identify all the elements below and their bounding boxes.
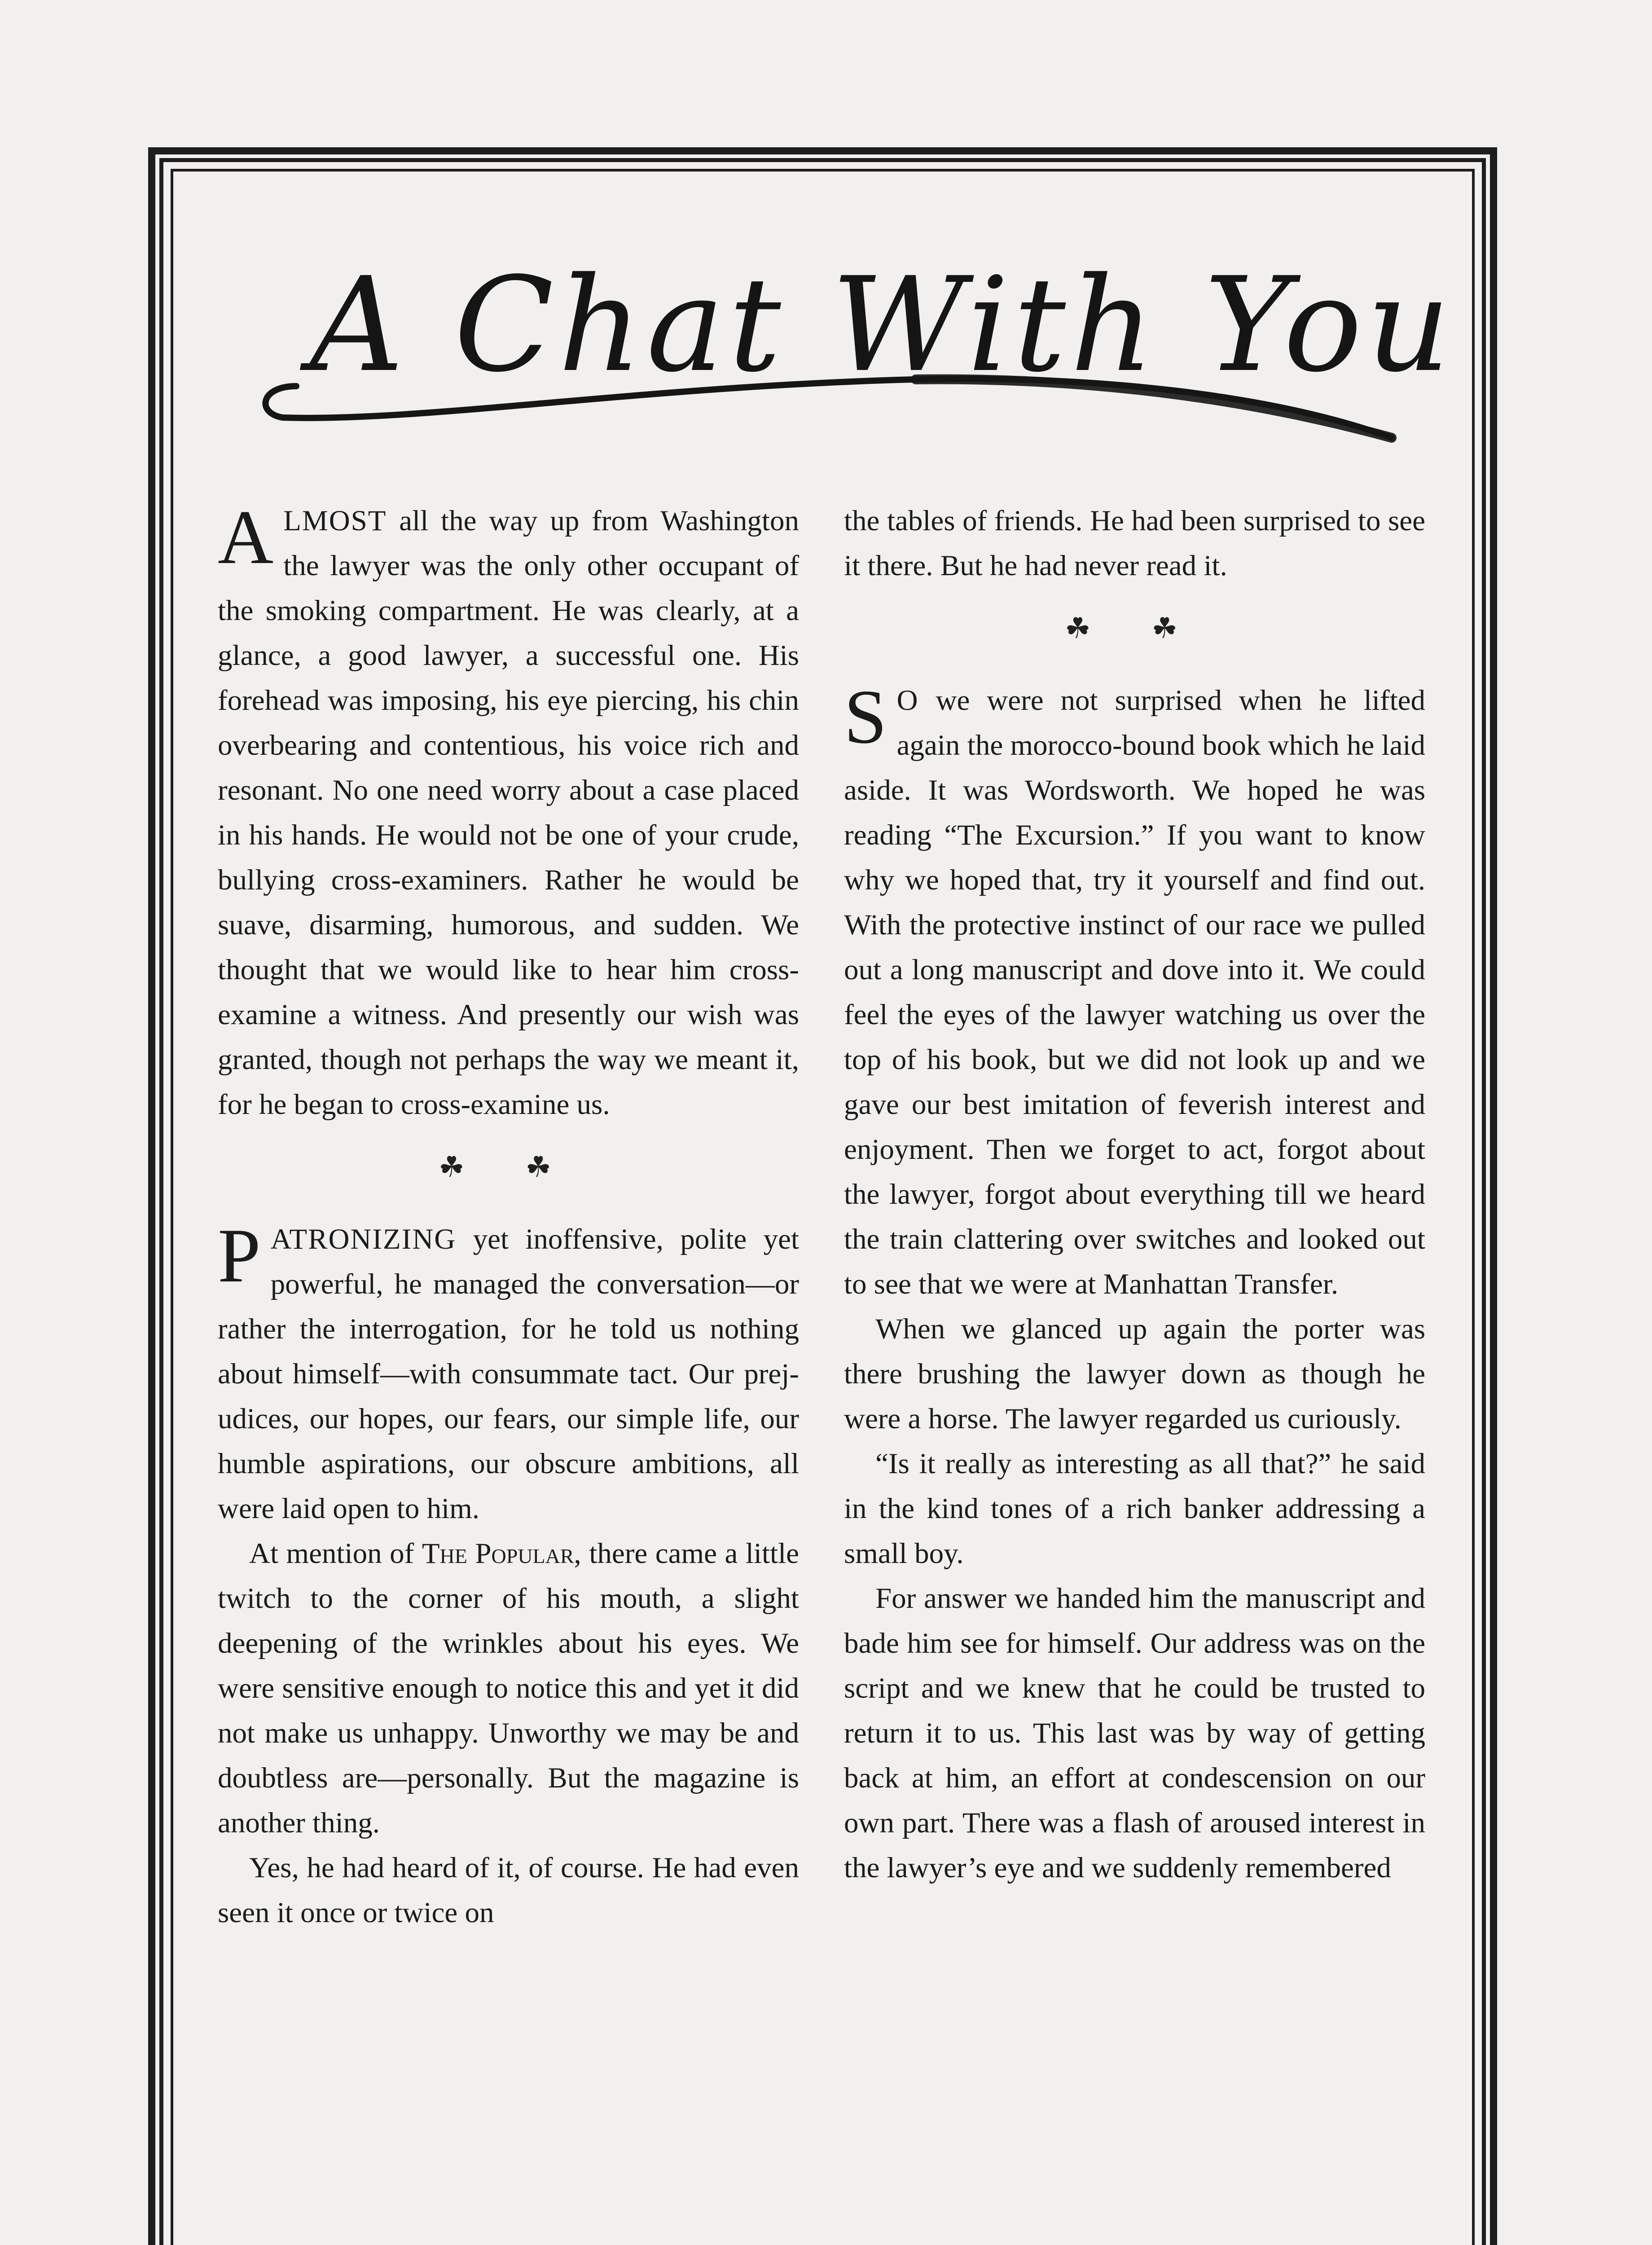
- lead-word: LMOST: [283, 505, 387, 537]
- drop-cap-p: P: [218, 1213, 261, 1299]
- magazine-name: The Popular,: [422, 1537, 581, 1570]
- right-paragraph-2: [844, 674, 1425, 1307]
- paragraph-text: Yes, he had heard of it, of course. He had even seen it once or twice on: [218, 1852, 799, 1929]
- left-column: [218, 495, 799, 1935]
- lead-word: ATRONIZING: [270, 1223, 457, 1255]
- paragraph-text: “Is it really as interesting as all that?” he said in the kind tones of a rich banker addressing a small boy.: [844, 1448, 1425, 1570]
- paragraph-text: we were not surprised when he lifted again the morocco-bound book which he laid aside. It was Wordsworth. We hoped he was reading “The Excursion.” If you want to know why we hoped that, try it yourself and find out. With the protective instinct of our race we pulled out a long manuscript and dove into it. We could feel the eyes of the lawyer watching us over the top of his book, but we did not look up and we gave our best imitation of feverish interest and enjoyment. Then we forget to act, forgot about the lawyer, forgot about everything till we heard the train clattering over switches and looked out to see that we were at Manhattan Transfer.: [844, 684, 1425, 1300]
- ornament-divider: ☘ ☘: [439, 1151, 578, 1183]
- page-title: A Chat With You: [310, 250, 1455, 401]
- right-paragraph-1: [844, 498, 1425, 588]
- paragraph-text: For answer we handed him the manuscript and bade him see for himself. Our address was on the script and we knew that he could be trusted to return it to us. This last was by way of getting back at him, an effort at condescension on our own part. There was a flash of aroused interest in the lawyer’s eye and we suddenly remembered: [844, 1582, 1425, 1884]
- left-paragraph-4: [218, 1845, 799, 1935]
- paragraph-text: At mention of: [249, 1537, 422, 1570]
- right-paragraph-3: [844, 1307, 1425, 1441]
- paragraph-text: there came a little twitch to the corner of his mouth, a slight deepening of the wrinkles about his eyes. We were sensitive enough to notice this and yet it did not make us unhappy. Unworthy we may be and doubtless are—personally. But the magazine is another thing.: [218, 1537, 799, 1839]
- right-paragraph-4: [844, 1441, 1425, 1576]
- left-paragraph-3: [218, 1531, 799, 1845]
- paragraph-text: the tables of friends. He had been surprised to see it there. But he had never read it.: [844, 505, 1425, 582]
- title-block: [242, 250, 1455, 476]
- drop-cap-a: A: [218, 495, 274, 580]
- paragraph-text: When we glanced up again the porter was there brushing the lawyer down as though he were a horse. The lawyer regarded us curiously.: [844, 1313, 1425, 1435]
- paragraph-text: all the way up from Washington the lawyer was the only other occupant of the smoking compartment. He was clearly, at a glance, a good lawyer, a successful one. His forehead was imposing, his eye piercing, his chin overbearing and contentious, his voice rich and resonant. No one need worry about a case placed in his hands. He would not be one of your crude, bullying cross-examiners. Rather he would be suave, disarming, humorous, and sudden. We thought that we would like to hear him cross-examine a witness. And presently our wish was granted, though not perhaps the way we meant it, for he began to cross-examine us.: [218, 505, 799, 1121]
- left-paragraph-2: [218, 1213, 799, 1531]
- paragraph-text: yet inoffensive, polite yet powerful, he managed the conversation—or rather the interrogation, for he told us nothing about himself—with consummate tact. Our prejudices, our hopes, our fears, our simple life, our humble aspirations, our obscure ambitions, all were laid open to him.: [218, 1223, 799, 1525]
- right-paragraph-5: [844, 1576, 1425, 1890]
- lead-word: O: [896, 684, 919, 717]
- right-column: [844, 498, 1425, 1890]
- drop-cap-s: S: [844, 674, 887, 760]
- ornament-divider: ☘ ☘: [1065, 612, 1204, 644]
- left-paragraph-1: [218, 495, 799, 1127]
